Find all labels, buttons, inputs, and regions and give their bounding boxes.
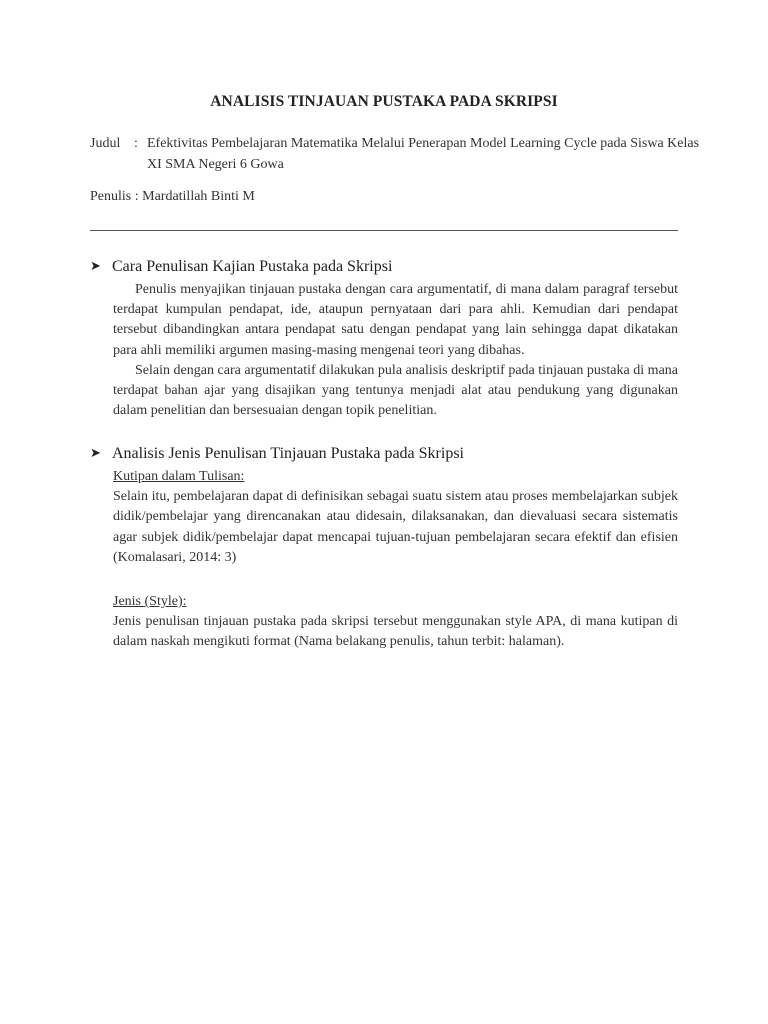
kutipan-label: Kutipan dalam Tulisan: — [113, 469, 245, 484]
penulis-line: Penulis : Mardatillah Binti M — [90, 189, 255, 204]
judul-colon: : — [134, 136, 138, 151]
judul-label: Judul — [90, 136, 121, 151]
section1-paragraph-2: Selain dengan cara argumentatif dilakukan pula analisis deskriptif pada tinjauan pustaka di mana terdapat bahan ajar yang disajikan yang tentunya menjadi alat atau pendukung yang digunakan dalam penelitian dan bersesuaian dengan topik penelitian. — [113, 362, 678, 419]
jenis-block — [113, 592, 678, 653]
judul-value: Efektivitas Pembelajaran Matematika Melalui Penerapan Model Learning Cycle pada Siswa Kelas XI SMA Negeri 6 Gowa — [147, 136, 700, 172]
jenis-paragraph: Jenis penulisan tinjauan pustaka pada skripsi tersebut menggunakan style APA, di mana kutipan di dalam naskah mengikuti format (Nama belakang penulis, tahun terbit: halaman). — [113, 614, 678, 650]
kutipan-paragraph: Selain itu, pembelajaran dapat di definisikan sebagai suatu sistem atau proses membelajarkan subjek didik/pembelajar yang direncanakan atau didesain, dilaksanakan, dan dievaluasi secara sistematis agar subjek didik/pembelajar dapat mencapai tujuan-tujuan pembelajaran secara efektif dan efisien (Komalasari, 2014: 3) — [113, 489, 678, 565]
section-heading-analisis-jenis — [90, 445, 464, 463]
arrow-bullet-icon: ➤ — [90, 259, 101, 274]
horizontal-divider — [90, 230, 678, 231]
section1-paragraph-1: Penulis menyajikan tinjauan pustaka dengan cara argumentatif, di mana dalam paragraf tersebut terdapat kumpulan pendapat, ide, ataupun pernyataan dari para ahli. Kemudian dari pendapat tersebut dibandingkan antara pendapat satu dengan pendapat yang lain sehingga dapat dikatakan para ahli memiliki argumen masing-masing mengenai teori yang dibahas. — [113, 282, 678, 358]
section1-body — [113, 280, 678, 421]
section-heading-text: Analisis Jenis Penulisan Tinjauan Pustaka pada Skripsi — [112, 445, 464, 462]
section-heading-cara-penulisan — [90, 258, 392, 276]
arrow-bullet-icon: ➤ — [90, 446, 101, 461]
jenis-label: Jenis (Style): — [113, 594, 187, 609]
kutipan-block — [113, 467, 678, 568]
section-heading-text: Cara Penulisan Kajian Pustaka pada Skripsi — [112, 258, 393, 275]
document-title: ANALISIS TINJAUAN PUSTAKA PADA SKRIPSI — [210, 93, 558, 110]
